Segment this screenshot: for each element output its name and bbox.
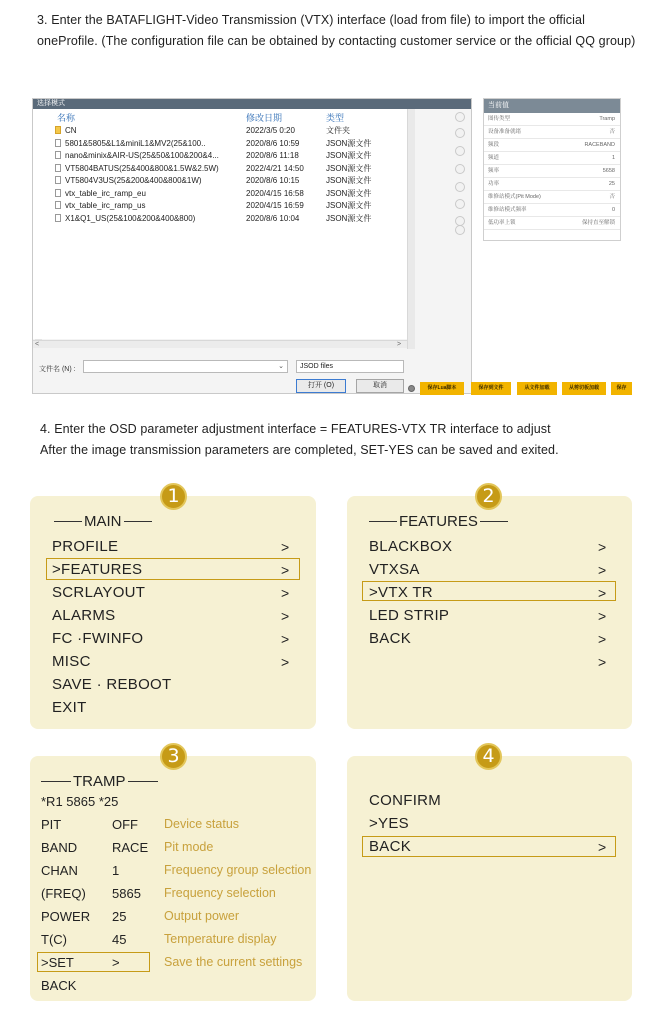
file-date: 2020/8/6 11:18 [246,151,299,160]
step3-instructions: 3. Enter the BATAFLIGHT-Video Transmission (VTX) interface (load from file) to import the official oneProfile. (The configuration file can be obtained by contacting customer service or the official QQ group) [37,13,636,48]
config-row [484,178,620,191]
file-name-text: VT5804BATUS(25&400&800&1.5W&2.5W) [65,163,219,173]
load-from-clipboard-button[interactable]: 从剪切板加载 [562,382,606,395]
action-button-bar [404,379,636,398]
step-badge-1: 1 [160,483,187,510]
radio-button[interactable] [455,164,465,174]
setting-description: Pit mode [164,840,214,854]
config-value: RACEBAND [584,142,615,148]
osd-main-panel [30,496,316,729]
current-values-title: 当前值 [484,99,620,113]
menu-item[interactable]: VTXSA [369,561,420,578]
step4-line2: After the image transmission parameters are completed, SET-YES can be saved and exited. [40,443,559,457]
config-row [484,126,620,139]
menu-item[interactable]: CONFIRM [369,792,442,809]
config-label: 功率 [488,181,500,187]
setting-key[interactable]: CHAN [41,863,78,878]
config-row [484,204,620,217]
file-date: 2020/8/6 10:59 [246,138,300,148]
config-label: 频率 [488,168,500,174]
menu-item[interactable]: >YES [369,815,409,832]
file-type: JSON源文件 [326,176,372,185]
config-label: 维修站模式(Pit Mode) [488,194,541,200]
config-value: 否 [609,194,615,200]
file-type: JSON源文件 [326,213,372,223]
file-date: 2022/3/5 0:20 [246,126,295,135]
config-row [484,113,620,126]
setting-value: 1 [112,863,120,878]
setting-key[interactable]: POWER [41,909,91,924]
file-row[interactable] [33,213,407,226]
file-icon [55,151,61,159]
file-type: 文件夹 [326,126,350,135]
file-date: 2020/8/6 10:04 [246,213,300,223]
step-badge-2: 2 [475,483,502,510]
file-row[interactable] [33,200,407,213]
menu-item[interactable]: PROFILE [52,538,119,555]
file-type: JSON源文件 [326,151,372,160]
setting-description: Output power [164,909,240,923]
file-type: JSON源文件 [326,138,372,148]
save-to-file-button[interactable]: 保存到文件 [471,382,511,395]
menu-item[interactable]: >FEATURES [52,561,143,578]
column-type-header[interactable]: 类型 [326,113,345,123]
radio-button[interactable] [455,182,465,192]
config-value: 5658 [602,168,615,174]
config-value: 25 [608,181,615,187]
config-row [484,165,620,178]
osd-tramp-panel [30,756,316,1001]
file-name-text: vtx_table_irc_ramp_eu [65,188,146,198]
setting-key[interactable]: (FREQ) [41,886,86,901]
config-label: 图传类型 [488,116,511,122]
file-name-text: 5801&5805&L1&miniL1&MV2(25&100.. [65,138,206,148]
chevron-down-icon[interactable]: ⌄ [278,363,284,370]
file-row[interactable] [33,188,407,201]
menu-item[interactable]: FC ·FWINFO [52,630,144,647]
menu-item[interactable]: MISC [52,653,91,670]
setting-key[interactable]: BAND [41,840,78,855]
radio-button[interactable] [455,146,465,156]
osd-features-panel [347,496,632,729]
setting-value: OFF [112,817,138,832]
config-value: 1 [611,155,615,161]
load-from-file-button[interactable]: 从文件加载 [517,382,557,395]
setting-value: 25 [112,909,127,924]
step-badge-3: 3 [160,743,187,770]
chevron-right-icon[interactable]: > [598,585,607,601]
file-type: JSON源文件 [326,163,372,173]
scroll-left-icon[interactable]: < [35,341,40,348]
file-icon [55,201,61,209]
radio-button[interactable] [455,128,465,138]
chevron-right-icon[interactable]: > [281,539,290,555]
column-date-header[interactable]: 修改日期 [246,113,283,123]
menu-item[interactable]: LED STRIP [369,607,450,624]
config-label: 频段 [488,142,500,148]
file-name [33,175,248,188]
chevron-right-icon[interactable]: > [598,562,607,578]
file-name [33,200,248,213]
setting-description: Device status [164,817,240,831]
chevron-right-icon[interactable]: > [598,839,607,855]
setting-description: Frequency group selection [164,863,312,877]
setting-value: > [112,955,120,970]
vtx-status-line: *R1 5865 *25 [41,794,119,809]
file-name-text: CN [65,126,77,135]
file-row[interactable] [33,138,407,151]
file-name [33,125,248,138]
filetype-select[interactable]: JSOD files [296,360,404,373]
chevron-right-icon[interactable]: > [281,631,290,647]
setting-key[interactable]: PIT [41,817,62,832]
save-button[interactable]: 保存 [611,382,632,395]
chevron-right-icon[interactable]: > [281,654,290,670]
menu-item[interactable]: SCRLAYOUT [52,584,146,601]
radio-button[interactable] [455,199,465,209]
file-name [33,163,248,176]
radio-button[interactable] [455,225,465,235]
chevron-right-icon[interactable]: > [598,631,607,647]
filename-label: 文件名 (N) : [39,366,76,373]
file-type: JSON源文件 [326,201,372,210]
menu-item[interactable]: >VTX TR [369,584,433,601]
save-lua-button[interactable]: 保存Lua脚本 [420,382,464,395]
vertical-scrollbar[interactable] [407,109,415,349]
config-value: Tramp [599,116,615,122]
file-name-text: X1&Q1_US(25&100&200&400&800) [65,213,196,223]
panel1-title: MAIN [52,513,154,530]
current-values-panel [483,98,621,241]
setting-description: Frequency selection [164,886,276,900]
file-name-text: VT5804V3US(25&200&400&800&1W) [65,176,202,185]
menu-item[interactable]: BLACKBOX [369,538,453,555]
dialog-title: 选择模式 [33,99,471,109]
filename-input[interactable] [83,360,288,373]
file-icon [55,214,61,222]
file-name-text: vtx_table_irc_ramp_us [65,201,146,210]
file-row[interactable] [33,150,407,163]
osd-confirm-panel [347,756,632,1001]
menu-item[interactable]: BACK [369,630,412,647]
panel2-title: FEATURES [367,513,510,530]
setting-value: 5865 [112,886,141,901]
status-dot-icon [408,385,415,392]
chevron-right-icon[interactable]: > [598,608,607,624]
file-list[interactable] [33,109,407,339]
chevron-right-icon[interactable]: > [598,539,607,555]
cancel-button[interactable]: 取消 [356,379,404,393]
chevron-right-icon[interactable]: > [281,585,290,601]
file-row[interactable] [33,163,407,176]
file-name [33,213,248,226]
file-row[interactable] [33,175,407,188]
panel3-title: TRAMP [39,773,160,790]
file-row[interactable] [33,125,407,138]
file-date: 2020/8/6 10:15 [246,176,300,185]
file-name [33,188,248,201]
chevron-right-icon[interactable]: > [281,608,290,624]
file-icon [55,164,61,172]
file-name [33,138,248,151]
config-label: 低功率上锁 [488,220,516,226]
file-name [33,150,248,163]
config-label: 维修站模式频率 [488,207,527,213]
config-row [484,152,620,165]
config-value: 0 [611,207,615,213]
setting-key[interactable]: >SET [41,955,74,970]
setting-description: Save the current settings [164,955,303,969]
menu-item[interactable]: BACK [369,838,412,855]
radio-column [455,112,469,242]
config-label: 频道 [488,155,500,161]
config-row [484,217,620,230]
step-badge-4: 4 [475,743,502,770]
file-icon [55,176,61,184]
scroll-right-icon[interactable]: > [397,341,402,348]
file-date: 2022/4/21 14:50 [246,163,304,173]
file-type: JSON源文件 [326,188,372,198]
setting-value: RACE [112,840,149,855]
file-open-dialog [32,98,472,394]
setting-value: 45 [112,932,127,947]
radio-button[interactable] [455,112,465,122]
config-value: 否 [609,129,615,135]
config-value: 保持直至解锁 [581,220,615,226]
open-button[interactable]: 打开 (O) [296,379,346,393]
config-label: 设备准备就绪 [488,129,522,135]
file-icon [55,139,61,147]
setting-description: Temperature display [164,932,277,946]
file-name-text: nano&minix&AIR-US(25&50&100&200&4... [65,151,219,160]
file-date: 2020/4/15 16:59 [246,201,304,210]
chevron-right-icon[interactable]: > [281,562,290,578]
file-icon [55,189,61,197]
menu-item[interactable]: ALARMS [52,607,116,624]
column-name-header[interactable]: 名称 [57,113,76,123]
setting-key[interactable]: BACK [41,978,77,993]
menu-item[interactable]: EXIT [52,699,87,716]
folder-icon [55,126,61,134]
config-row [484,191,620,204]
step4-line1: 4. Enter the OSD parameter adjustment interface = FEATURES-VTX TR interface to adjust [40,422,551,436]
file-date: 2020/4/15 16:58 [246,188,304,198]
chevron-right-icon[interactable]: > [598,654,607,670]
config-row [484,139,620,152]
setting-key[interactable]: T(C) [41,932,67,947]
horizontal-scrollbar[interactable] [33,340,407,348]
menu-item[interactable]: SAVE · REBOOT [52,676,172,693]
